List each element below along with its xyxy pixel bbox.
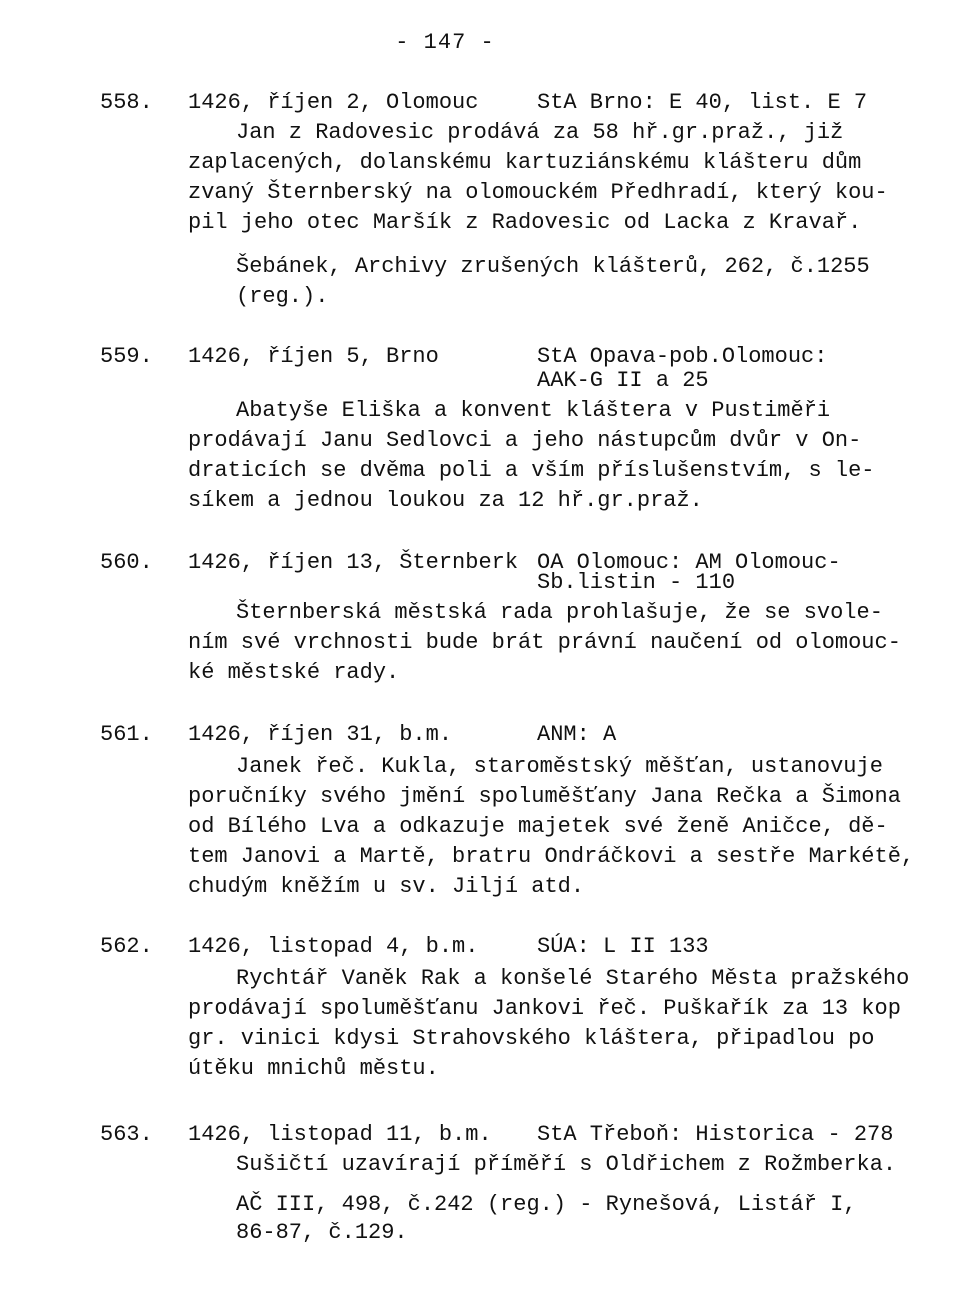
entry-text-line: gr. vinici kdysi Strahovského kláštera, připadlou po — [188, 1026, 875, 1051]
entry-text-line: ké městské rady. — [188, 660, 400, 685]
entry-reference-line: (reg.). — [236, 284, 329, 309]
entry-archive: StA Brno: E 40, list. E 7 — [537, 90, 868, 115]
entry-reference-line: Šebánek, Archivy zrušených klášterů, 262, č.1255 — [236, 254, 870, 279]
entry-number: 559. — [100, 344, 153, 369]
entry-number: 563. — [100, 1122, 153, 1147]
entry-archive: SÚA: L II 133 — [537, 934, 709, 959]
entry-archive: OA Olomouc: AM Olomouc- — [537, 550, 841, 575]
entry-reference-line: AČ III, 498, č.242 (reg.) - Rynešová, Listář I, — [236, 1192, 857, 1217]
entry-date-place: 1426, listopad 4, b.m. — [188, 934, 479, 959]
entry-date-place: 1426, listopad 11, b.m. — [188, 1122, 492, 1147]
entry-text-line: Šternberská městská rada prohlašuje, že se svole- — [236, 600, 883, 625]
entry-number: 558. — [100, 90, 153, 115]
entry-number: 561. — [100, 722, 153, 747]
entry-text-line: prodávají Janu Sedlovci a jeho nástupcům dvůr v On- — [188, 428, 862, 453]
entry-text-line: prodávají spoluměšťanu Jankovi řeč. Puškařík za 13 kop — [188, 996, 901, 1021]
entry-text-line: tem Janovi a Martě, bratru Ondráčkovi a sestře Markétě, — [188, 844, 915, 869]
entry-text-line: útěku mnichů městu. — [188, 1056, 439, 1081]
entry-archive: StA Třeboň: Historica - 278 — [537, 1122, 894, 1147]
entry-reference-line: 86-87, č.129. — [236, 1220, 408, 1245]
page-number: - 147 - — [395, 30, 495, 55]
entry-text-line: Sušičtí uzavírají příměří s Oldřichem z Rožmberka. — [236, 1152, 897, 1177]
entry-text-line: síkem a jednou loukou za 12 hř.gr.praž. — [188, 488, 703, 513]
entry-text-line: Abatyše Eliška a konvent kláštera v Pustiměři — [236, 398, 831, 423]
entry-date-place: 1426, říjen 13, Šternberk — [188, 550, 519, 575]
entry-text-line: od Bílého Lva a odkazuje majetek své ženě Aničce, dě- — [188, 814, 888, 839]
entry-text-line: zaplacených, dolanskému kartuziánskému klášteru dům — [188, 150, 862, 175]
entry-date-place: 1426, říjen 5, Brno — [188, 344, 439, 369]
entry-date-place: 1426, říjen 2, Olomouc — [188, 90, 479, 115]
entry-text-line: pil jeho otec Maršík z Radovesic od Lacka z Kravař. — [188, 210, 862, 235]
entry-number: 562. — [100, 934, 153, 959]
entry-text-line: Jan z Radovesic prodává za 58 hř.gr.praž., již — [236, 120, 844, 145]
entry-date-place: 1426, říjen 31, b.m. — [188, 722, 453, 747]
entry-archive-signature: AAK-G II a 25 — [537, 368, 709, 393]
entry-text-line: ním své vrchnosti bude brát právní naučení od olomouc- — [188, 630, 901, 655]
entry-text-line: poručníky svého jmění spoluměšťany Jana Rečka a Šimona — [188, 784, 901, 809]
entry-text-line: Janek řeč. Kukla, staroměstský měšťan, ustanovuje — [236, 754, 883, 779]
entry-number: 560. — [100, 550, 153, 575]
entry-archive: ANM: A — [537, 722, 617, 747]
entry-text-line: zvaný Šternberský na olomouckém Předhradí, který kou- — [188, 180, 888, 205]
entry-archive: StA Opava-pob.Olomouc: — [537, 344, 828, 369]
entry-text-line: chudým kněžím u sv. Jiljí atd. — [188, 874, 585, 899]
entry-text-line: Rychtář Vaněk Rak a konšelé Starého Města pražského — [236, 966, 910, 991]
entry-text-line: draticích se dvěma poli a vším příslušenstvím, s le- — [188, 458, 875, 483]
entry-archive-signature: Sb.listin - 110 — [537, 570, 736, 595]
